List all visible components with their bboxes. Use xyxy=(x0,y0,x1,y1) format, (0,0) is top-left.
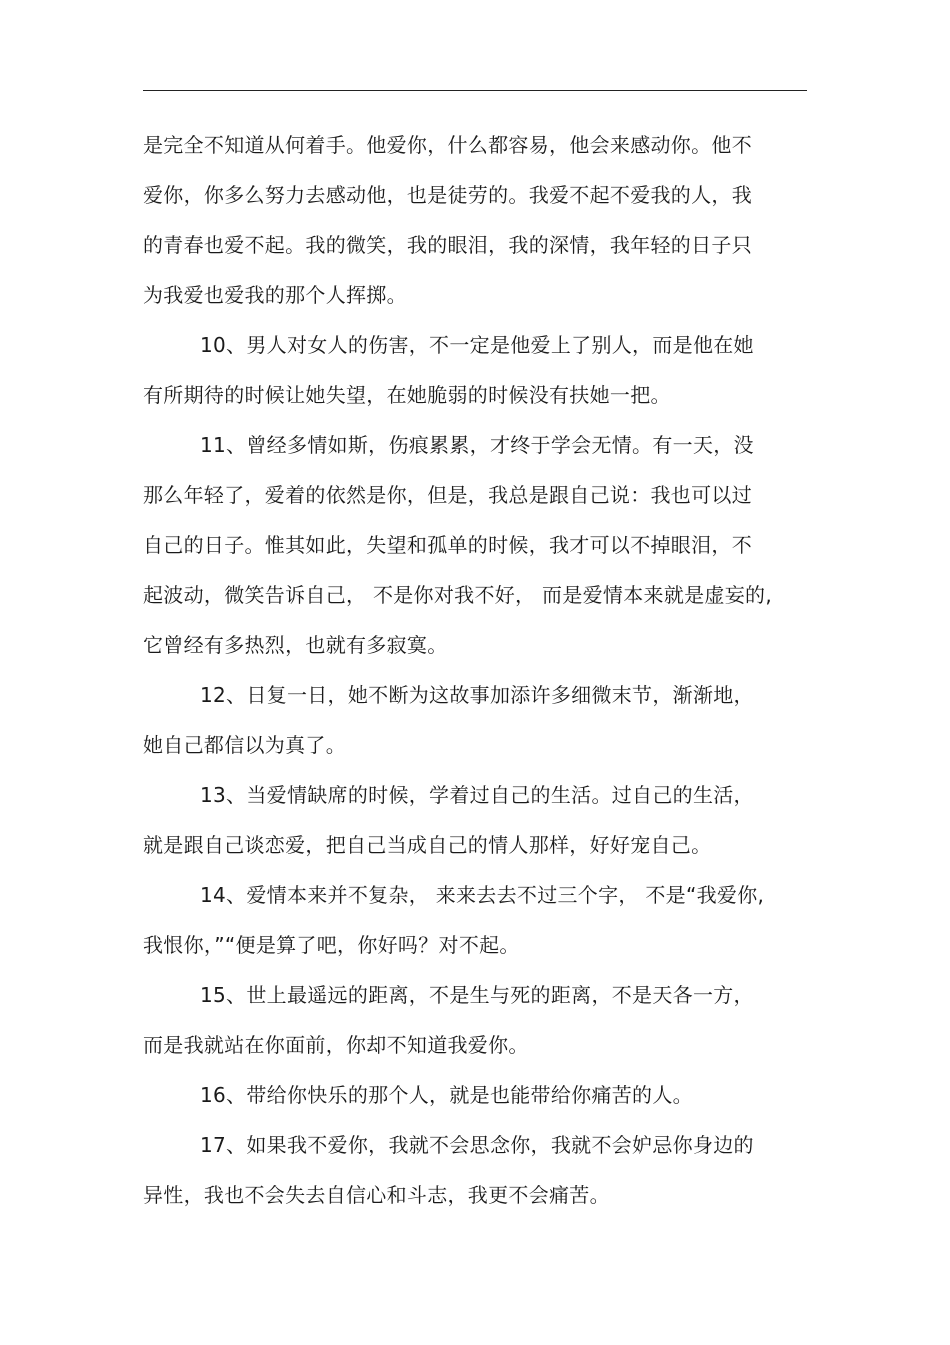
header-rule xyxy=(143,90,807,91)
paragraph-continuation xyxy=(143,120,807,320)
text-line: 而是我就站在你面前，你却不知道我爱你。 xyxy=(143,1033,529,1057)
text-line: 她自己都信以为真了。 xyxy=(143,733,346,757)
text-line: 16、带给你快乐的那个人，就是也能带给你痛苦的人。 xyxy=(200,1083,693,1107)
text-line: 就是跟自己谈恋爱，把自己当成自己的情人那样，好好宠自己。 xyxy=(143,833,712,857)
text-line: 15、世上最遥远的距离，不是生与死的距离，不是天各一方， xyxy=(200,983,754,1007)
text-line: 我恨你，”“便是算了吧，你好吗？对不起。 xyxy=(143,933,520,957)
text-line: 14、爱情本来并不复杂， 来来去去不过三个字， 不是“我爱你, xyxy=(200,883,765,907)
paragraph-item-13 xyxy=(143,770,807,870)
text-line: 12、日复一日，她不断为这故事加添许多细微末节，渐渐地， xyxy=(200,683,754,707)
paragraph-item-10 xyxy=(143,320,807,420)
paragraph-item-16 xyxy=(143,1070,807,1120)
paragraph-item-15 xyxy=(143,970,807,1070)
text-line: 为我爱也爱我的那个人挥掷。 xyxy=(143,283,407,307)
paragraph-item-12 xyxy=(143,670,807,770)
text-line: 那么年轻了，爱着的依然是你，但是，我总是跟自己说：我也可以过 xyxy=(143,483,752,507)
text-line: 10、男人对女人的伤害，不一定是他爱上了别人，而是他在她 xyxy=(200,333,754,357)
text-line: 的青春也爱不起。我的微笑，我的眼泪，我的深情，我年轻的日子只 xyxy=(143,233,752,257)
text-line: 自己的日子。惟其如此，失望和孤单的时候，我才可以不掉眼泪，不 xyxy=(143,533,752,557)
paragraph-item-14 xyxy=(143,870,807,970)
paragraph-item-17 xyxy=(143,1120,807,1220)
text-line: 有所期待的时候让她失望，在她脆弱的时候没有扶她一把。 xyxy=(143,383,671,407)
text-line: 爱你，你多么努力去感动他，也是徒劳的。我爱不起不爱我的人，我 xyxy=(143,183,752,207)
text-line: 它曾经有多热烈，也就有多寂寞。 xyxy=(143,633,448,657)
text-line: 11、曾经多情如斯，伤痕累累，才终于学会无情。有一天，没 xyxy=(200,433,754,457)
document-body xyxy=(143,120,807,1220)
text-line: 13、当爱情缺席的时候，学着过自己的生活。过自己的生活， xyxy=(200,783,754,807)
text-line: 17、如果我不爱你，我就不会思念你，我就不会妒忌你身边的 xyxy=(200,1133,754,1157)
text-line: 起波动，微笑告诉自己， 不是你对我不好， 而是爱情本来就是虚妄的, xyxy=(143,583,772,607)
text-line: 异性，我也不会失去自信心和斗志，我更不会痛苦。 xyxy=(143,1183,610,1207)
paragraph-item-11 xyxy=(143,420,807,670)
text-line: 是完全不知道从何着手。他爱你，什么都容易，他会来感动你。他不 xyxy=(143,133,752,157)
